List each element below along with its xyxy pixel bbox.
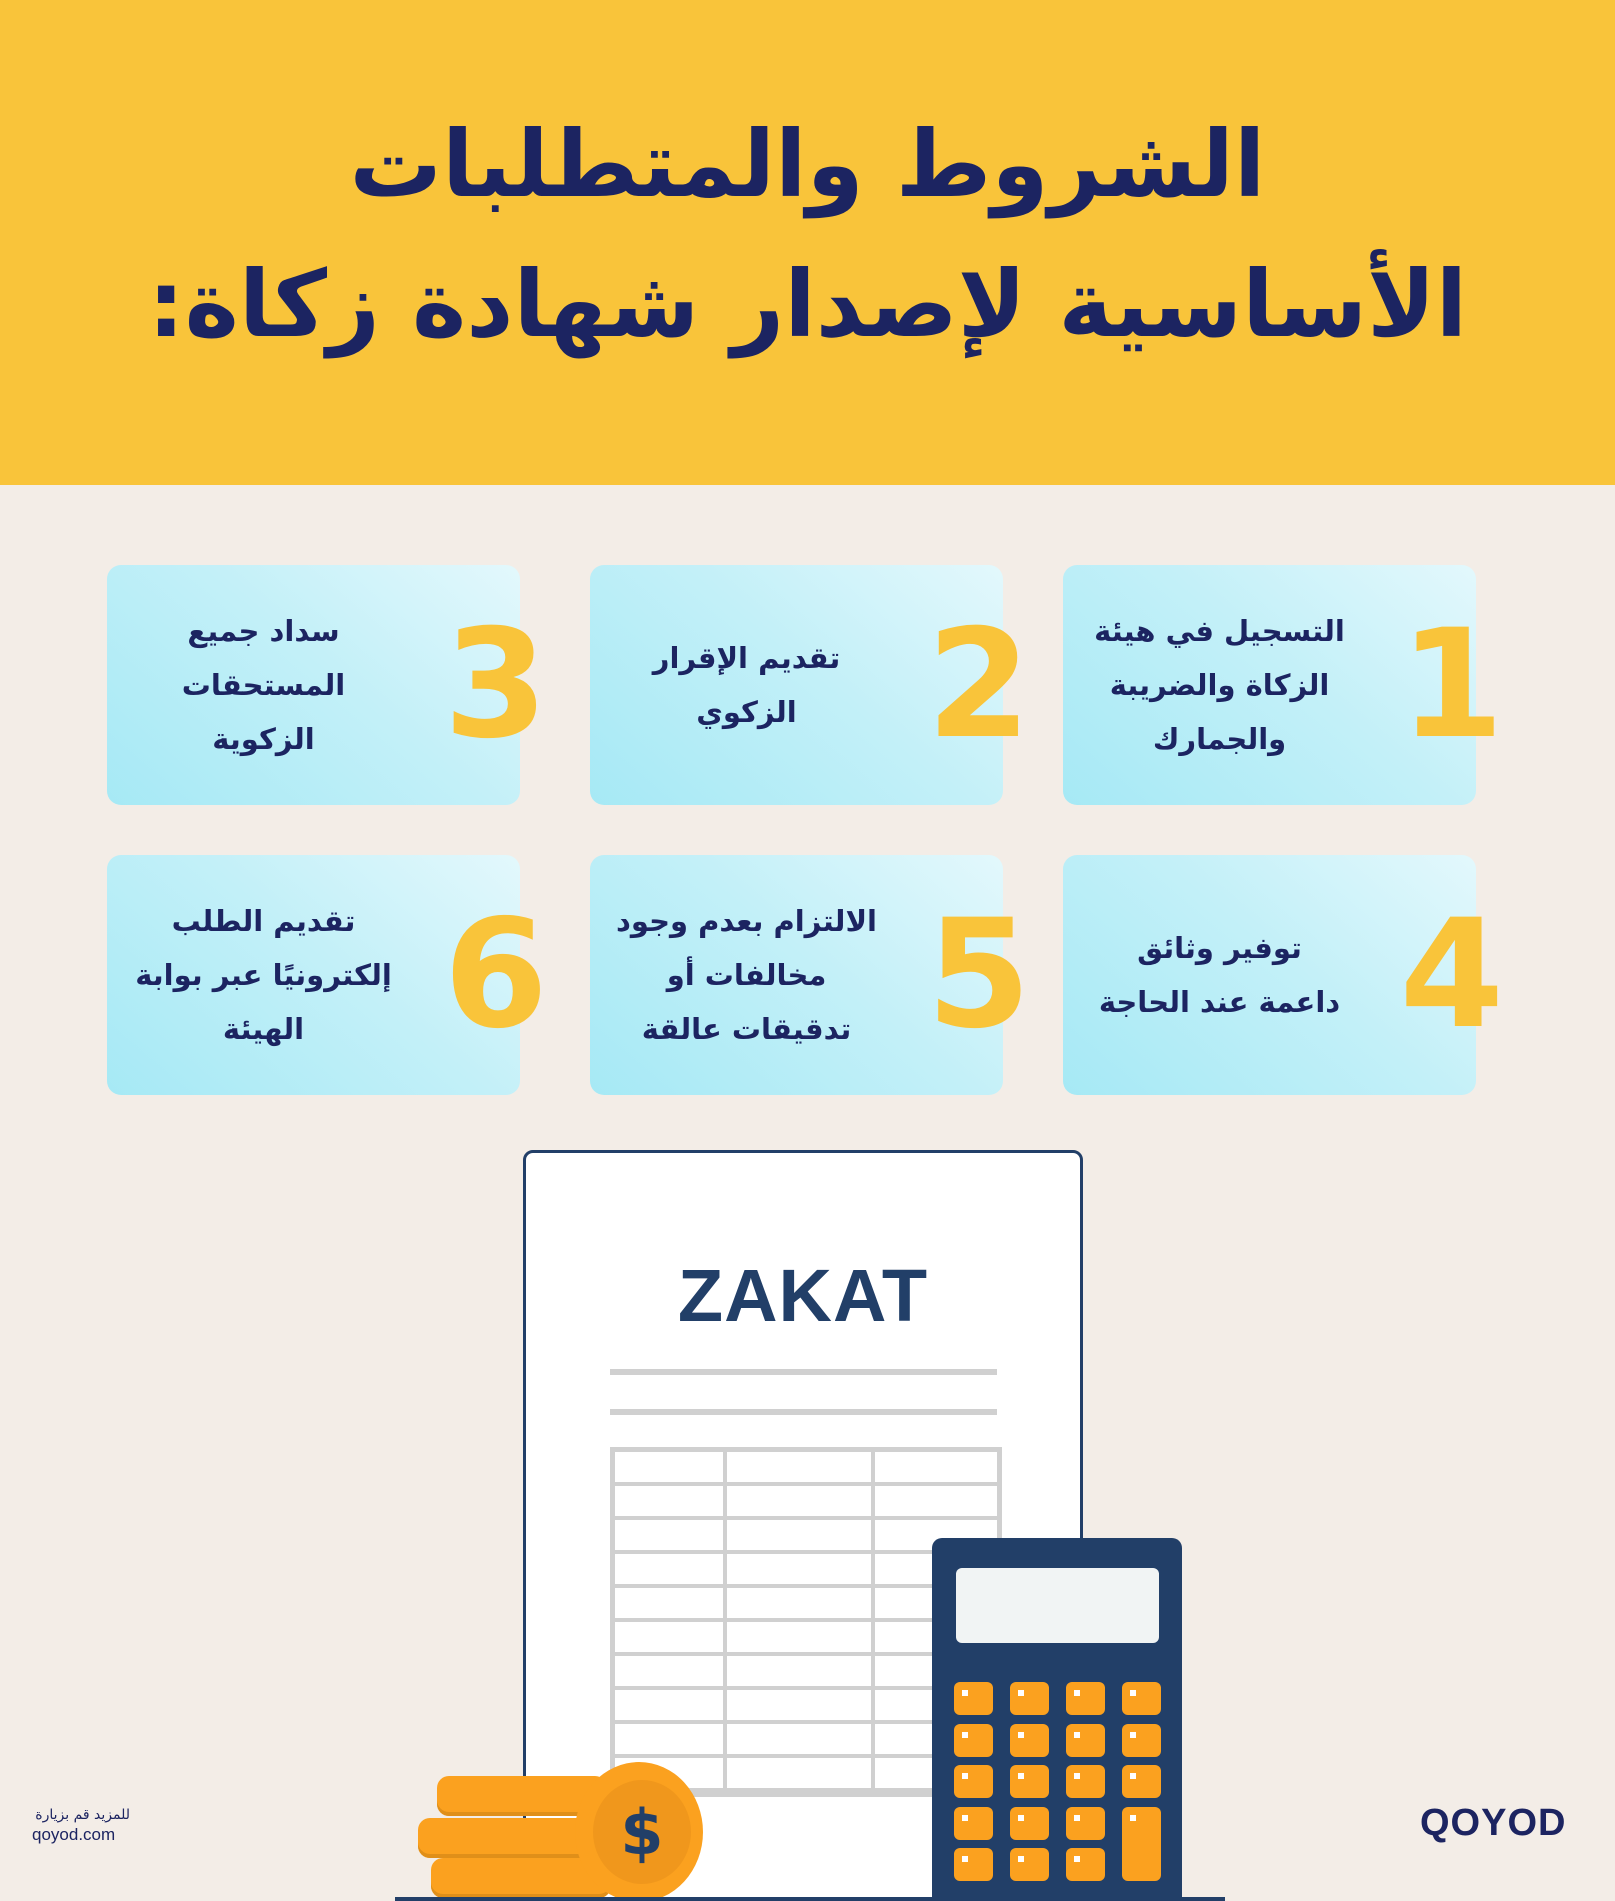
- card-text: [1083, 855, 1356, 1095]
- requirement-card-4: [1063, 855, 1504, 1095]
- header-banner: [0, 0, 1615, 485]
- card-line: إلكترونيًا عبر بوابة: [135, 958, 392, 992]
- requirement-card-2: [590, 565, 1031, 805]
- card-text: [610, 855, 883, 1095]
- card-line: المستحقات الزكوية: [181, 668, 346, 756]
- card-line: تقديم الطلب: [171, 904, 356, 938]
- calculator-icon: [932, 1538, 1182, 1901]
- step-number: 3: [443, 598, 548, 772]
- card-text: [127, 565, 400, 805]
- document-line: [610, 1369, 997, 1375]
- requirement-card-1: [1063, 565, 1504, 805]
- card-line: الزكوي: [696, 695, 797, 729]
- step-number: 1: [1399, 598, 1504, 772]
- card-line: الهيئة: [222, 1012, 305, 1046]
- title-line-2: الأساسية لإصدار شهادة زكاة:: [147, 251, 1468, 358]
- card-line: التسجيل في هيئة: [1094, 614, 1345, 648]
- document-line: [610, 1409, 997, 1415]
- requirement-card-3: [107, 565, 548, 805]
- title-line-1: الشروط والمتطلبات: [349, 111, 1266, 218]
- page-title: [0, 95, 1615, 375]
- card-line: مخالفات أو: [666, 958, 827, 992]
- card-line: الالتزام بعدم وجود: [616, 904, 877, 938]
- footer-visit: [32, 1805, 130, 1845]
- card-line: توفير وثائق: [1137, 931, 1302, 965]
- document-title: ZAKAT: [677, 1254, 929, 1337]
- card-line: والجمارك: [1152, 722, 1287, 756]
- step-number: 6: [443, 888, 548, 1062]
- card-text: [127, 855, 400, 1095]
- step-number: 5: [926, 888, 1031, 1062]
- card-line: تدقيقات عالقة: [641, 1012, 852, 1046]
- visit-label: للمزيد قم بزيارة: [35, 1807, 130, 1823]
- card-line: سداد جميع: [187, 614, 340, 648]
- calculator-screen: [956, 1568, 1159, 1643]
- requirement-card-6: [107, 855, 548, 1095]
- dollar-icon: $: [593, 1780, 691, 1884]
- card-line: داعمة عند الحاجة: [1098, 985, 1341, 1019]
- card-line: الزكاة والضريبة: [1109, 668, 1330, 702]
- card-line: تقديم الإقرار: [652, 641, 841, 675]
- ground-line: [395, 1897, 1225, 1901]
- step-number: 4: [1399, 888, 1504, 1062]
- card-text: [1083, 565, 1356, 805]
- website-link[interactable]: qoyod.com: [32, 1825, 116, 1844]
- calculator-keypad: [954, 1682, 1161, 1881]
- qoyod-logo: QOYOD: [1420, 1802, 1567, 1844]
- card-text: [610, 565, 883, 805]
- dollar-coin: [575, 1762, 703, 1901]
- requirement-card-5: [590, 855, 1031, 1095]
- step-number: 2: [926, 598, 1031, 772]
